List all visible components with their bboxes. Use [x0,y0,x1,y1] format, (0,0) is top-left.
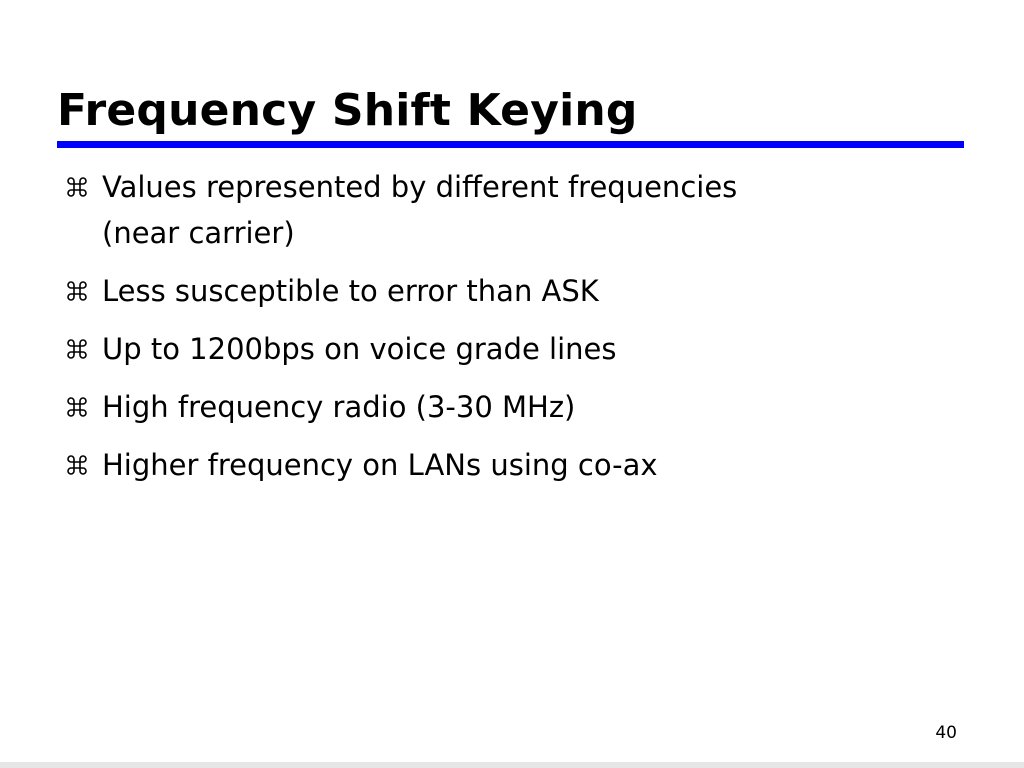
bullet-text: Up to 1200bps on voice grade lines [102,332,617,366]
bullet-item [66,268,946,314]
command-key-icon [66,384,102,430]
command-key-icon [66,164,102,210]
bullet-item [66,442,946,488]
bullet-text: Less susceptible to error than ASK [102,274,599,308]
title-underline [57,141,964,148]
slide-title: Frequency Shift Keying [57,85,638,136]
bullet-item [66,326,946,372]
bullet-item [66,384,946,430]
bullet-text: High frequency radio (3-30 MHz) [102,390,576,424]
slide-number: 40 [935,723,957,743]
bullet-list [66,164,946,500]
command-key-icon [66,326,102,372]
bottom-band [0,762,1024,768]
command-key-icon [66,268,102,314]
bullet-text: Higher frequency on LANs using co-ax [102,448,658,482]
bullet-text: Values represented by different frequencies (near carrier) [102,170,738,250]
command-key-icon [66,442,102,488]
bullet-item [66,164,946,256]
